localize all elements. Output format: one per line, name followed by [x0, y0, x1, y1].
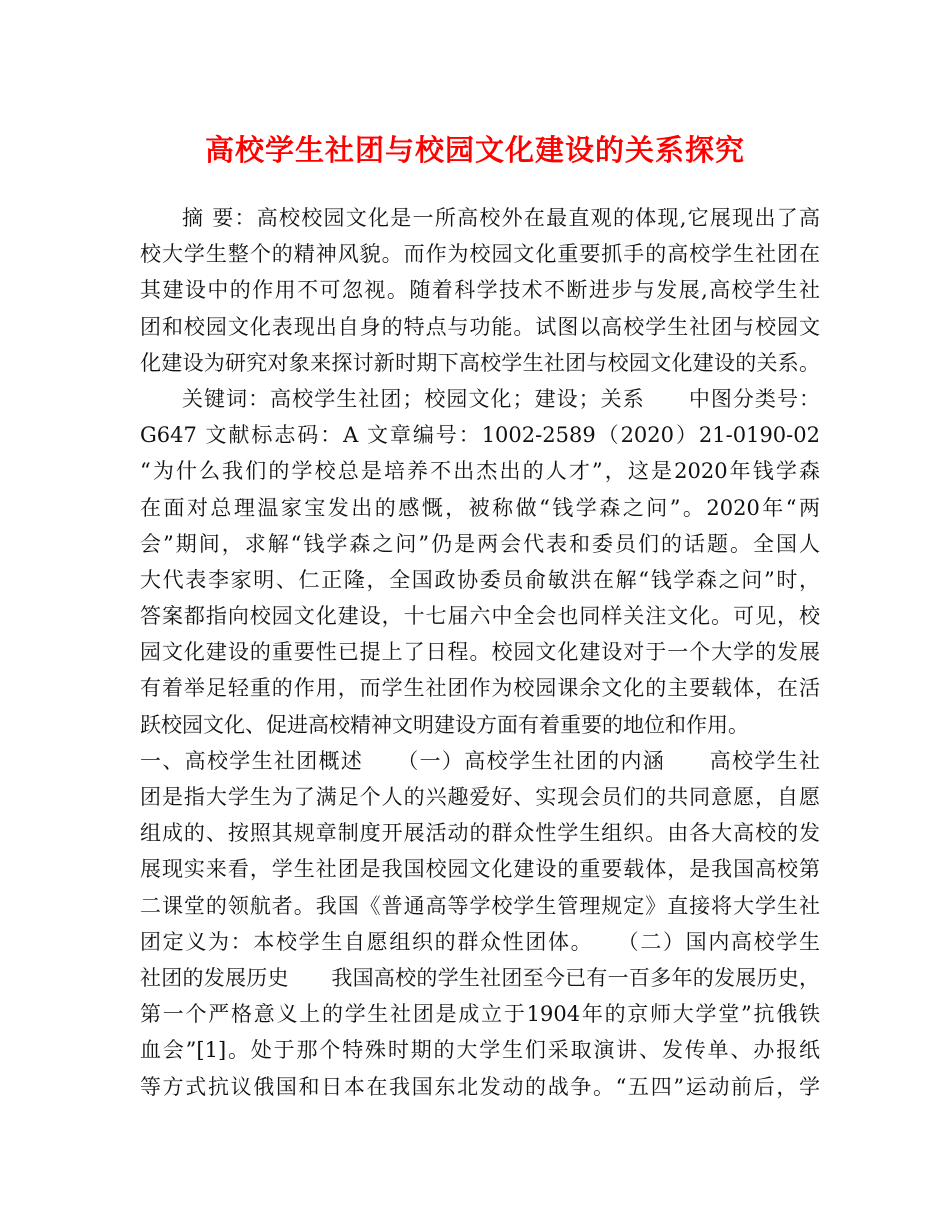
body-line: 血会”[1]。处于那个特殊时期的大学生们采取演讲、发传单、办报纸: [140, 1038, 820, 1063]
body-line: “为什么我们的学校总是培养不出杰出的人才”，这是2020年钱学森: [140, 459, 820, 484]
body-line: 团和校园文化表现出自身的特点与功能。试图以高校学生社团与校园文: [140, 314, 820, 339]
body-line: 团定义为：本校学生自愿组织的群众性团体。 （二）国内高校学生: [140, 929, 820, 954]
body-line: G647 文献标志码：A 文章编号：1002-2589（2020）21-0190-02: [140, 423, 820, 448]
body-line: 团是指大学生为了满足个人的兴趣爱好、实现会员们的共同意愿，自愿: [140, 785, 820, 809]
body-line: 第一个严格意义上的学生社团是成立于1904年的京师大学堂”抗俄铁: [140, 1002, 820, 1027]
document-title: 高校学生社团与校园文化建设的关系探究: [204, 133, 745, 167]
body-line: 跃校园文化、促进高校精神文明建设方面有着重要的地位和作用。: [140, 712, 749, 737]
body-line: 二课堂的领航者。我国《普通高等学校学生管理规定》直接将大学生社: [140, 893, 820, 918]
body-line: 一、高校学生社团概述 （一）高校学生社团的内涵 高校学生社: [140, 748, 820, 773]
body-line: 化建设为研究对象来探讨新时期下高校学生社团与校园文化建设的关系。: [140, 350, 820, 375]
body-line: 大代表李家明、仁正隆，全国政协委员俞敏洪在解“钱学森之问”时，: [140, 567, 820, 592]
body-line: 在面对总理温家宝发出的感慨，被称做“钱学森之问”。2020年“两: [140, 495, 820, 520]
body-line: 关键词：高校学生社团；校园文化；建设；关系 中图分类号：: [182, 386, 820, 411]
document-body: [140, 200, 820, 1105]
body-line: 其建设中的作用不可忽视。随着科学技术不断进步与发展,高校学生社: [140, 278, 820, 303]
body-line: 展现实来看，学生社团是我国校园文化建设的重要载体，是我国高校第: [140, 857, 820, 882]
body-line: 校大学生整个的精神风貌。而作为校园文化重要抓手的高校学生社团在: [140, 242, 820, 267]
body-line: 等方式抗议俄国和日本在我国东北发动的战争。“五四”运动前后，学: [140, 1074, 820, 1099]
body-line: 有着举足轻重的作用，而学生社团作为校园课余文化的主要载体，在活: [140, 676, 820, 701]
body-line: 园文化建设的重要性已提上了日程。校园文化建设对于一个大学的发展: [140, 640, 820, 665]
body-line: 会”期间，求解“钱学森之问”仍是两会代表和委员们的话题。全国人: [140, 531, 820, 556]
body-line: 摘 要：高校校园文化是一所高校外在最直观的体现,它展现出了高: [182, 206, 820, 230]
body-line: 组成的、按照其规章制度开展活动的群众性学生组织。由各大高校的发: [140, 821, 820, 846]
body-line: 答案都指向校园文化建设，十七届六中全会也同样关注文化。可见，校: [140, 604, 820, 629]
body-line: 社团的发展历史 我国高校的学生社团至今已有一百多年的发展历史，: [140, 965, 820, 990]
